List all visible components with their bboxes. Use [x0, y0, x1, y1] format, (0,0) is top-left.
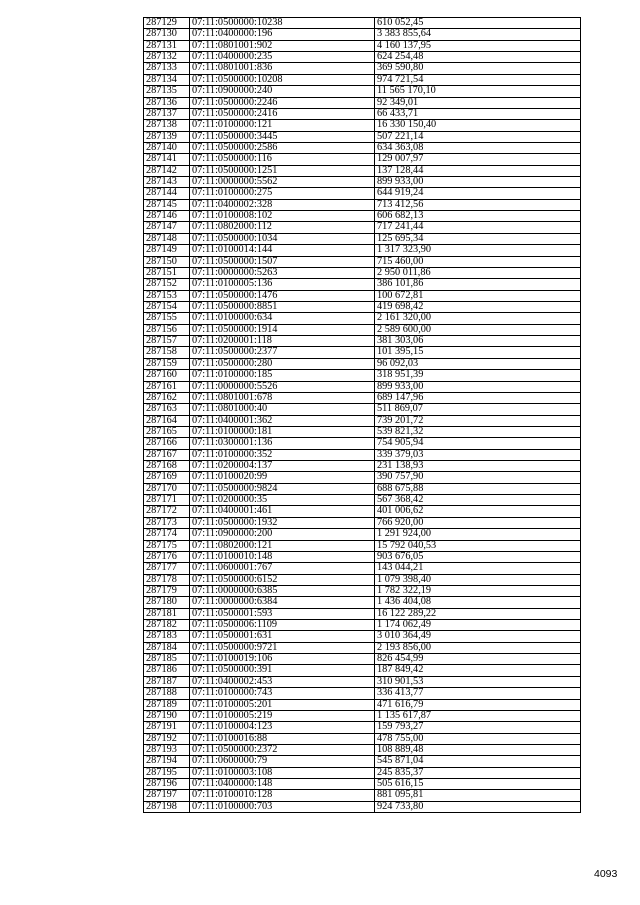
cadastral-value-cell: 1 291 924,00	[375, 529, 581, 540]
row-index-cell: 287169	[144, 472, 190, 483]
cadastral-number-cell: 07:11:0801001:836	[190, 63, 375, 74]
cadastral-value-cell: 2 193 856,00	[375, 642, 581, 653]
table-row	[144, 233, 581, 244]
cadastral-value-cell: 545 871,04	[375, 756, 581, 767]
cadastral-value-cell: 401 006,62	[375, 506, 581, 517]
row-index-cell: 287129	[144, 18, 190, 29]
row-index-cell: 287142	[144, 165, 190, 176]
table-row	[144, 540, 581, 551]
table-row	[144, 472, 581, 483]
table-row	[144, 336, 581, 347]
cadastral-number-cell: 07:11:0100003:108	[190, 767, 375, 778]
table-row	[144, 188, 581, 199]
table-row	[144, 63, 581, 74]
registry-table	[143, 17, 581, 813]
cadastral-value-cell: 974 721,54	[375, 74, 581, 85]
cadastral-value-cell: 3 383 855,64	[375, 29, 581, 40]
table-row	[144, 631, 581, 642]
table-row	[144, 211, 581, 222]
table-row	[144, 381, 581, 392]
cadastral-value-cell: 15 792 040,53	[375, 540, 581, 551]
cadastral-value-cell: 2 950 011,86	[375, 267, 581, 278]
table-row	[144, 449, 581, 460]
row-index-cell: 287181	[144, 608, 190, 619]
table-row	[144, 256, 581, 267]
cadastral-number-cell: 07:11:0500000:1034	[190, 233, 375, 244]
cadastral-value-cell: 4 160 137,95	[375, 40, 581, 51]
cadastral-value-cell: 1 436 404,08	[375, 597, 581, 608]
cadastral-value-cell: 567 368,42	[375, 495, 581, 506]
row-index-cell: 287161	[144, 381, 190, 392]
cadastral-number-cell: 07:11:0400000:235	[190, 52, 375, 63]
row-index-cell: 287178	[144, 574, 190, 585]
cadastral-value-cell: 478 755,00	[375, 733, 581, 744]
cadastral-number-cell: 07:11:0100010:148	[190, 551, 375, 562]
cadastral-number-cell: 07:11:0500000:6152	[190, 574, 375, 585]
page-number: 4093	[594, 868, 618, 880]
table-row	[144, 18, 581, 29]
table-row	[144, 483, 581, 494]
table-row	[144, 620, 581, 631]
table-row	[144, 415, 581, 426]
cadastral-value-cell: 386 101,86	[375, 279, 581, 290]
table-row	[144, 517, 581, 528]
table-row	[144, 177, 581, 188]
table-row	[144, 745, 581, 756]
table-row	[144, 86, 581, 97]
table-row	[144, 733, 581, 744]
row-index-cell: 287191	[144, 722, 190, 733]
table-row	[144, 97, 581, 108]
row-index-cell: 287151	[144, 267, 190, 278]
cadastral-value-cell: 1 317 323,90	[375, 245, 581, 256]
row-index-cell: 287131	[144, 40, 190, 51]
cadastral-number-cell: 07:11:0100016:88	[190, 733, 375, 744]
table-row	[144, 290, 581, 301]
row-index-cell: 287190	[144, 710, 190, 721]
cadastral-value-cell: 471 616,79	[375, 699, 581, 710]
row-index-cell: 287144	[144, 188, 190, 199]
cadastral-number-cell: 07:11:0400001:362	[190, 415, 375, 426]
cadastral-number-cell: 07:11:0500000:2377	[190, 347, 375, 358]
table-row	[144, 358, 581, 369]
row-index-cell: 287145	[144, 199, 190, 210]
row-index-cell: 287155	[144, 313, 190, 324]
row-index-cell: 287149	[144, 245, 190, 256]
table-row	[144, 779, 581, 790]
table-row	[144, 461, 581, 472]
row-index-cell: 287156	[144, 324, 190, 335]
cadastral-value-cell: 539 821,32	[375, 426, 581, 437]
row-index-cell: 287139	[144, 131, 190, 142]
row-index-cell: 287185	[144, 654, 190, 665]
row-index-cell: 287135	[144, 86, 190, 97]
cadastral-number-cell: 07:11:0400000:148	[190, 779, 375, 790]
row-index-cell: 287197	[144, 790, 190, 801]
row-index-cell: 287184	[144, 642, 190, 653]
row-index-cell: 287137	[144, 108, 190, 119]
cadastral-value-cell: 231 138,93	[375, 461, 581, 472]
row-index-cell: 287143	[144, 177, 190, 188]
cadastral-number-cell: 07:11:0100000:121	[190, 120, 375, 131]
row-index-cell: 287160	[144, 370, 190, 381]
cadastral-number-cell: 07:11:0500006:1109	[190, 620, 375, 631]
cadastral-value-cell: 610 052,45	[375, 18, 581, 29]
cadastral-value-cell: 66 433,71	[375, 108, 581, 119]
cadastral-number-cell: 07:11:0600000:79	[190, 756, 375, 767]
cadastral-number-cell: 07:11:0400002:328	[190, 199, 375, 210]
cadastral-number-cell: 07:11:0500000:391	[190, 665, 375, 676]
table-row	[144, 699, 581, 710]
table-row	[144, 801, 581, 812]
table-row	[144, 52, 581, 63]
table-row	[144, 438, 581, 449]
cadastral-value-cell: 187 849,42	[375, 665, 581, 676]
cadastral-number-cell: 07:11:0000000:6384	[190, 597, 375, 608]
cadastral-number-cell: 07:11:0801000:40	[190, 404, 375, 415]
table-row	[144, 608, 581, 619]
row-index-cell: 287162	[144, 392, 190, 403]
cadastral-value-cell: 715 460,00	[375, 256, 581, 267]
cadastral-number-cell: 07:11:0500000:1932	[190, 517, 375, 528]
table-row	[144, 165, 581, 176]
table-row	[144, 324, 581, 335]
cadastral-number-cell: 07:11:0100004:123	[190, 722, 375, 733]
cadastral-value-cell: 125 695,34	[375, 233, 581, 244]
row-index-cell: 287150	[144, 256, 190, 267]
cadastral-number-cell: 07:11:0802000:112	[190, 222, 375, 233]
row-index-cell: 287132	[144, 52, 190, 63]
cadastral-number-cell: 07:11:0300001:136	[190, 438, 375, 449]
cadastral-value-cell: 108 889,48	[375, 745, 581, 756]
cadastral-number-cell: 07:11:0500000:2586	[190, 142, 375, 153]
cadastral-number-cell: 07:11:0100010:128	[190, 790, 375, 801]
table-row	[144, 108, 581, 119]
table-row	[144, 790, 581, 801]
row-index-cell: 287141	[144, 154, 190, 165]
table-row	[144, 131, 581, 142]
table-row	[144, 529, 581, 540]
table-row	[144, 370, 581, 381]
cadastral-value-cell: 339 379,03	[375, 449, 581, 460]
table-row	[144, 301, 581, 312]
row-index-cell: 287138	[144, 120, 190, 131]
cadastral-value-cell: 881 095,81	[375, 790, 581, 801]
cadastral-value-cell: 1 079 398,40	[375, 574, 581, 585]
row-index-cell: 287180	[144, 597, 190, 608]
row-index-cell: 287170	[144, 483, 190, 494]
table-row	[144, 392, 581, 403]
cadastral-value-cell: 634 363,08	[375, 142, 581, 153]
row-index-cell: 287159	[144, 358, 190, 369]
cadastral-number-cell: 07:11:0100014:144	[190, 245, 375, 256]
cadastral-value-cell: 899 933,00	[375, 381, 581, 392]
row-index-cell: 287179	[144, 585, 190, 596]
table-row	[144, 426, 581, 437]
row-index-cell: 287175	[144, 540, 190, 551]
cadastral-number-cell: 07:11:0500000:10238	[190, 18, 375, 29]
registry-table-body	[144, 18, 581, 813]
cadastral-value-cell: 1 174 062,49	[375, 620, 581, 631]
cadastral-number-cell: 07:11:0100000:703	[190, 801, 375, 812]
table-row	[144, 597, 581, 608]
cadastral-number-cell: 07:11:0400000:196	[190, 29, 375, 40]
table-row	[144, 710, 581, 721]
cadastral-value-cell: 2 589 600,00	[375, 324, 581, 335]
table-row	[144, 245, 581, 256]
cadastral-value-cell: 3 010 364,49	[375, 631, 581, 642]
table-row	[144, 154, 581, 165]
cadastral-number-cell: 07:11:0500001:593	[190, 608, 375, 619]
cadastral-number-cell: 07:11:0500000:1507	[190, 256, 375, 267]
row-index-cell: 287189	[144, 699, 190, 710]
table-row	[144, 688, 581, 699]
cadastral-value-cell: 143 044,21	[375, 563, 581, 574]
cadastral-value-cell: 390 757,90	[375, 472, 581, 483]
table-row	[144, 313, 581, 324]
row-index-cell: 287196	[144, 779, 190, 790]
row-index-cell: 287168	[144, 461, 190, 472]
table-row	[144, 495, 581, 506]
cadastral-number-cell: 07:11:0500000:2416	[190, 108, 375, 119]
cadastral-number-cell: 07:11:0600001:767	[190, 563, 375, 574]
cadastral-number-cell: 07:11:0500000:9721	[190, 642, 375, 653]
cadastral-value-cell: 739 201,72	[375, 415, 581, 426]
table-row	[144, 74, 581, 85]
cadastral-number-cell: 07:11:0100000:275	[190, 188, 375, 199]
cadastral-value-cell: 766 920,00	[375, 517, 581, 528]
cadastral-value-cell: 689 147,96	[375, 392, 581, 403]
cadastral-number-cell: 07:11:0801001:902	[190, 40, 375, 51]
cadastral-number-cell: 07:11:0500000:280	[190, 358, 375, 369]
row-index-cell: 287174	[144, 529, 190, 540]
cadastral-number-cell: 07:11:0000000:5562	[190, 177, 375, 188]
table-row	[144, 199, 581, 210]
cadastral-value-cell: 924 733,80	[375, 801, 581, 812]
cadastral-number-cell: 07:11:0100000:185	[190, 370, 375, 381]
cadastral-number-cell: 07:11:0100008:102	[190, 211, 375, 222]
cadastral-number-cell: 07:11:0200000:35	[190, 495, 375, 506]
cadastral-number-cell: 07:11:0802000:121	[190, 540, 375, 551]
row-index-cell: 287183	[144, 631, 190, 642]
cadastral-value-cell: 16 330 150,40	[375, 120, 581, 131]
row-index-cell: 287167	[144, 449, 190, 460]
cadastral-number-cell: 07:11:0500000:2372	[190, 745, 375, 756]
cadastral-value-cell: 1 782 322,19	[375, 585, 581, 596]
table-row	[144, 29, 581, 40]
row-index-cell: 287188	[144, 688, 190, 699]
cadastral-value-cell: 826 454,99	[375, 654, 581, 665]
table-row	[144, 40, 581, 51]
row-index-cell: 287192	[144, 733, 190, 744]
row-index-cell: 287198	[144, 801, 190, 812]
cadastral-value-cell: 713 412,56	[375, 199, 581, 210]
row-index-cell: 287140	[144, 142, 190, 153]
cadastral-number-cell: 07:11:0200004:137	[190, 461, 375, 472]
row-index-cell: 287163	[144, 404, 190, 415]
cadastral-number-cell: 07:11:0400001:461	[190, 506, 375, 517]
table-row	[144, 551, 581, 562]
row-index-cell: 287148	[144, 233, 190, 244]
row-index-cell: 287133	[144, 63, 190, 74]
cadastral-value-cell: 644 919,24	[375, 188, 581, 199]
row-index-cell: 287134	[144, 74, 190, 85]
row-index-cell: 287187	[144, 676, 190, 687]
cadastral-value-cell: 16 122 289,22	[375, 608, 581, 619]
cadastral-number-cell: 07:11:0000000:6385	[190, 585, 375, 596]
row-index-cell: 287130	[144, 29, 190, 40]
cadastral-value-cell: 318 951,39	[375, 370, 581, 381]
row-index-cell: 287166	[144, 438, 190, 449]
cadastral-number-cell: 07:11:0801001:678	[190, 392, 375, 403]
table-row	[144, 563, 581, 574]
table-row	[144, 665, 581, 676]
cadastral-value-cell: 505 616,15	[375, 779, 581, 790]
cadastral-number-cell: 07:11:0500000:9824	[190, 483, 375, 494]
cadastral-value-cell: 369 590,80	[375, 63, 581, 74]
cadastral-number-cell: 07:11:0100000:743	[190, 688, 375, 699]
table-row	[144, 404, 581, 415]
cadastral-number-cell: 07:11:0000000:5526	[190, 381, 375, 392]
cadastral-value-cell: 1 135 617,87	[375, 710, 581, 721]
row-index-cell: 287165	[144, 426, 190, 437]
row-index-cell: 287164	[144, 415, 190, 426]
table-row	[144, 506, 581, 517]
row-index-cell: 287177	[144, 563, 190, 574]
cadastral-value-cell: 137 128,44	[375, 165, 581, 176]
cadastral-number-cell: 07:11:0100000:352	[190, 449, 375, 460]
row-index-cell: 287172	[144, 506, 190, 517]
cadastral-number-cell: 07:11:0900000:240	[190, 86, 375, 97]
cadastral-number-cell: 07:11:0100020:99	[190, 472, 375, 483]
cadastral-number-cell: 07:11:0900000:200	[190, 529, 375, 540]
cadastral-value-cell: 129 007,97	[375, 154, 581, 165]
cadastral-value-cell: 507 221,14	[375, 131, 581, 142]
cadastral-value-cell: 2 161 320,00	[375, 313, 581, 324]
cadastral-value-cell: 310 901,53	[375, 676, 581, 687]
table-row	[144, 767, 581, 778]
cadastral-value-cell: 717 241,44	[375, 222, 581, 233]
cadastral-value-cell: 606 682,13	[375, 211, 581, 222]
table-row	[144, 142, 581, 153]
cadastral-number-cell: 07:11:0500000:8851	[190, 301, 375, 312]
cadastral-value-cell: 688 675,88	[375, 483, 581, 494]
cadastral-value-cell: 101 395,15	[375, 347, 581, 358]
table-row	[144, 120, 581, 131]
cadastral-value-cell: 381 303,06	[375, 336, 581, 347]
row-index-cell: 287152	[144, 279, 190, 290]
cadastral-value-cell: 96 092,03	[375, 358, 581, 369]
cadastral-value-cell: 419 698,42	[375, 301, 581, 312]
table-row	[144, 279, 581, 290]
cadastral-value-cell: 11 565 170,10	[375, 86, 581, 97]
cadastral-number-cell: 07:11:0100005:219	[190, 710, 375, 721]
table-row	[144, 267, 581, 278]
table-row	[144, 574, 581, 585]
cadastral-number-cell: 07:11:0100000:181	[190, 426, 375, 437]
row-index-cell: 287136	[144, 97, 190, 108]
cadastral-number-cell: 07:11:0500000:3445	[190, 131, 375, 142]
table-row	[144, 676, 581, 687]
cadastral-number-cell: 07:11:0500000:1914	[190, 324, 375, 335]
row-index-cell: 287146	[144, 211, 190, 222]
cadastral-number-cell: 07:11:0500000:10208	[190, 74, 375, 85]
cadastral-number-cell: 07:11:0500000:1476	[190, 290, 375, 301]
cadastral-number-cell: 07:11:0100005:201	[190, 699, 375, 710]
row-index-cell: 287154	[144, 301, 190, 312]
cadastral-number-cell: 07:11:0500000:116	[190, 154, 375, 165]
row-index-cell: 287157	[144, 336, 190, 347]
cadastral-value-cell: 336 413,77	[375, 688, 581, 699]
cadastral-number-cell: 07:11:0100005:136	[190, 279, 375, 290]
row-index-cell: 287176	[144, 551, 190, 562]
cadastral-number-cell: 07:11:0000000:5263	[190, 267, 375, 278]
cadastral-value-cell: 159 793,27	[375, 722, 581, 733]
row-index-cell: 287173	[144, 517, 190, 528]
table-row	[144, 654, 581, 665]
row-index-cell: 287194	[144, 756, 190, 767]
row-index-cell: 287158	[144, 347, 190, 358]
row-index-cell: 287193	[144, 745, 190, 756]
row-index-cell: 287195	[144, 767, 190, 778]
row-index-cell: 287186	[144, 665, 190, 676]
cadastral-value-cell: 624 254,48	[375, 52, 581, 63]
table-row	[144, 585, 581, 596]
cadastral-value-cell: 100 672,81	[375, 290, 581, 301]
cadastral-number-cell: 07:11:0200001:118	[190, 336, 375, 347]
cadastral-number-cell: 07:11:0100000:634	[190, 313, 375, 324]
row-index-cell: 287182	[144, 620, 190, 631]
table-row	[144, 722, 581, 733]
cadastral-number-cell: 07:11:0500000:2246	[190, 97, 375, 108]
row-index-cell: 287171	[144, 495, 190, 506]
row-index-cell: 287153	[144, 290, 190, 301]
table-row	[144, 222, 581, 233]
cadastral-value-cell: 511 869,07	[375, 404, 581, 415]
table-row	[144, 756, 581, 767]
cadastral-number-cell: 07:11:0400002:453	[190, 676, 375, 687]
table-row	[144, 642, 581, 653]
cadastral-value-cell: 245 835,37	[375, 767, 581, 778]
row-index-cell: 287147	[144, 222, 190, 233]
table-row	[144, 347, 581, 358]
cadastral-number-cell: 07:11:0500001:631	[190, 631, 375, 642]
cadastral-value-cell: 754 905,94	[375, 438, 581, 449]
cadastral-value-cell: 899 933,00	[375, 177, 581, 188]
cadastral-number-cell: 07:11:0500000:1251	[190, 165, 375, 176]
cadastral-number-cell: 07:11:0100019:106	[190, 654, 375, 665]
cadastral-value-cell: 903 676,05	[375, 551, 581, 562]
cadastral-value-cell: 92 349,01	[375, 97, 581, 108]
